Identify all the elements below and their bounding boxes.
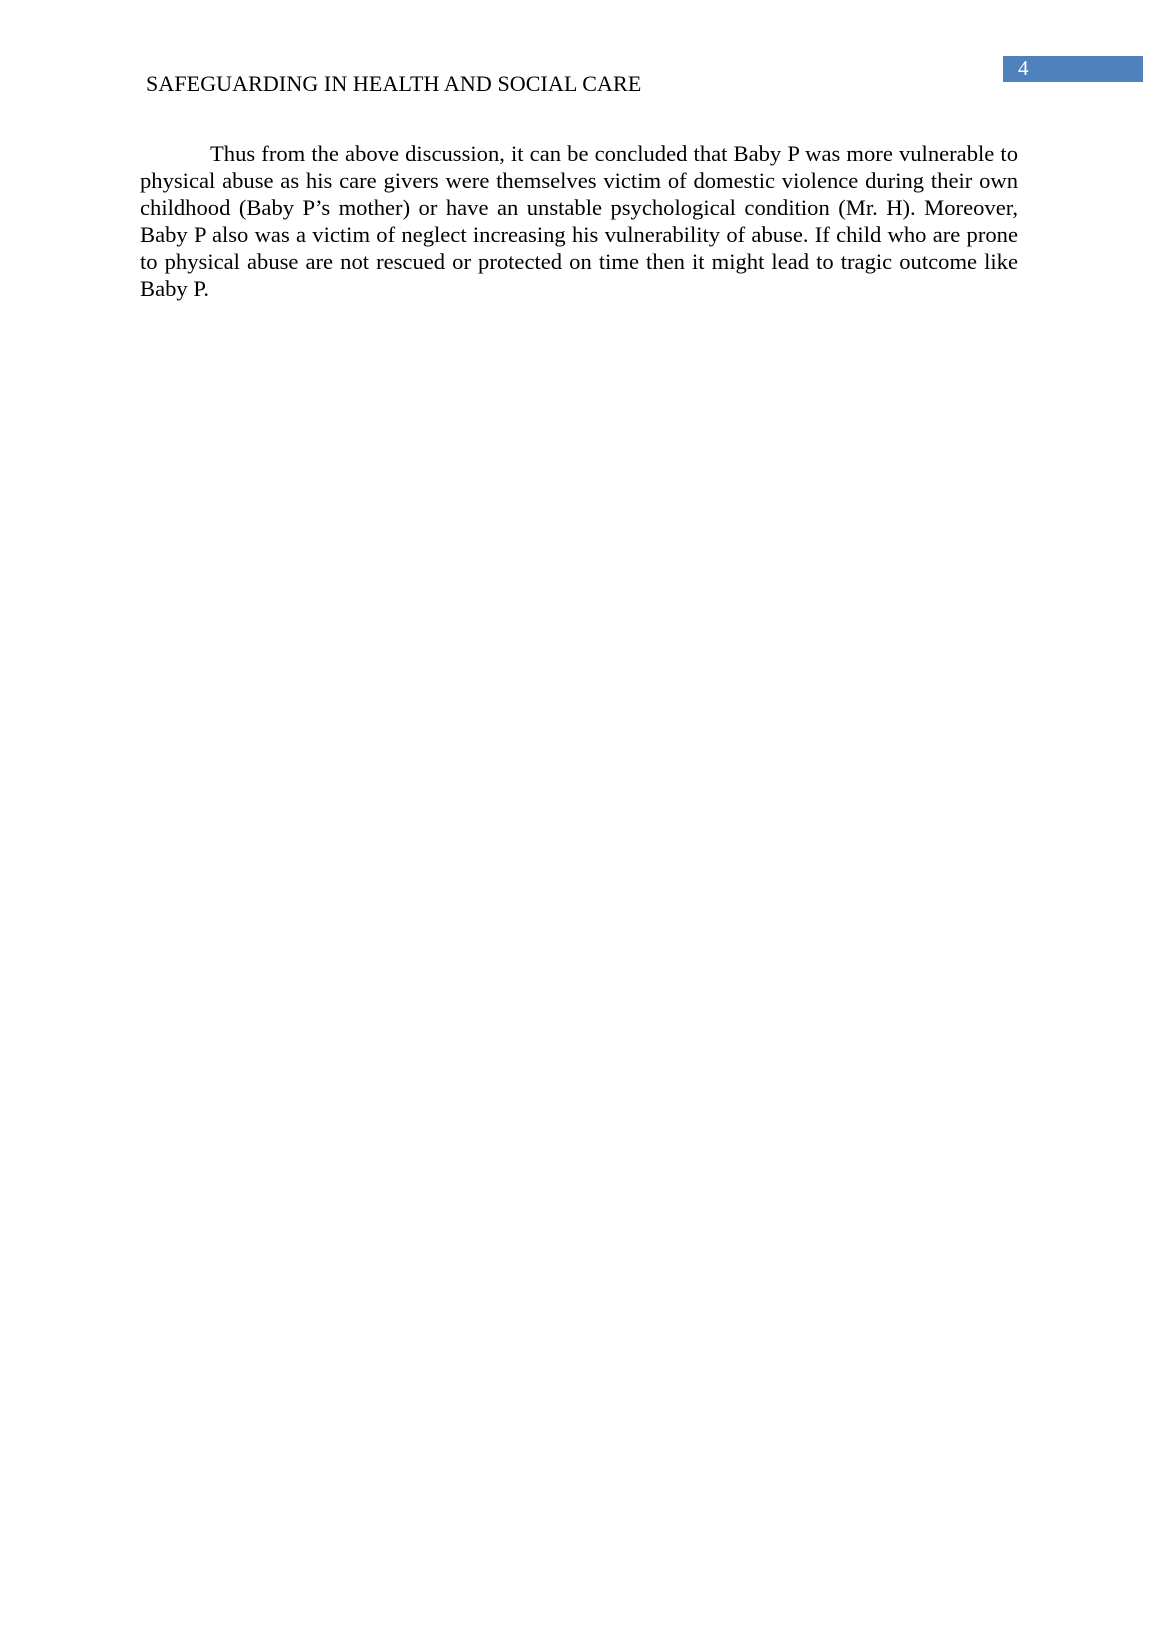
page-number: 4 xyxy=(1018,56,1029,80)
body-paragraph: Thus from the above discussion, it can be concluded that Baby P was more vulnerable to physical abuse as his care givers were themselves victim of domestic violence during their own childhood (Baby P’s mother) or have an unstable psychological condition (Mr. H). Moreover, Baby P also was a victim of neglect increasing his vulnerability of abuse. If child who are prone to physical abuse are not rescued or protected on time then it might lead to tragic outcome like Baby P. xyxy=(140,141,1018,301)
page-number-badge xyxy=(1003,56,1143,82)
running-header-title: SAFEGUARDING IN HEALTH AND SOCIAL CARE xyxy=(146,71,642,96)
